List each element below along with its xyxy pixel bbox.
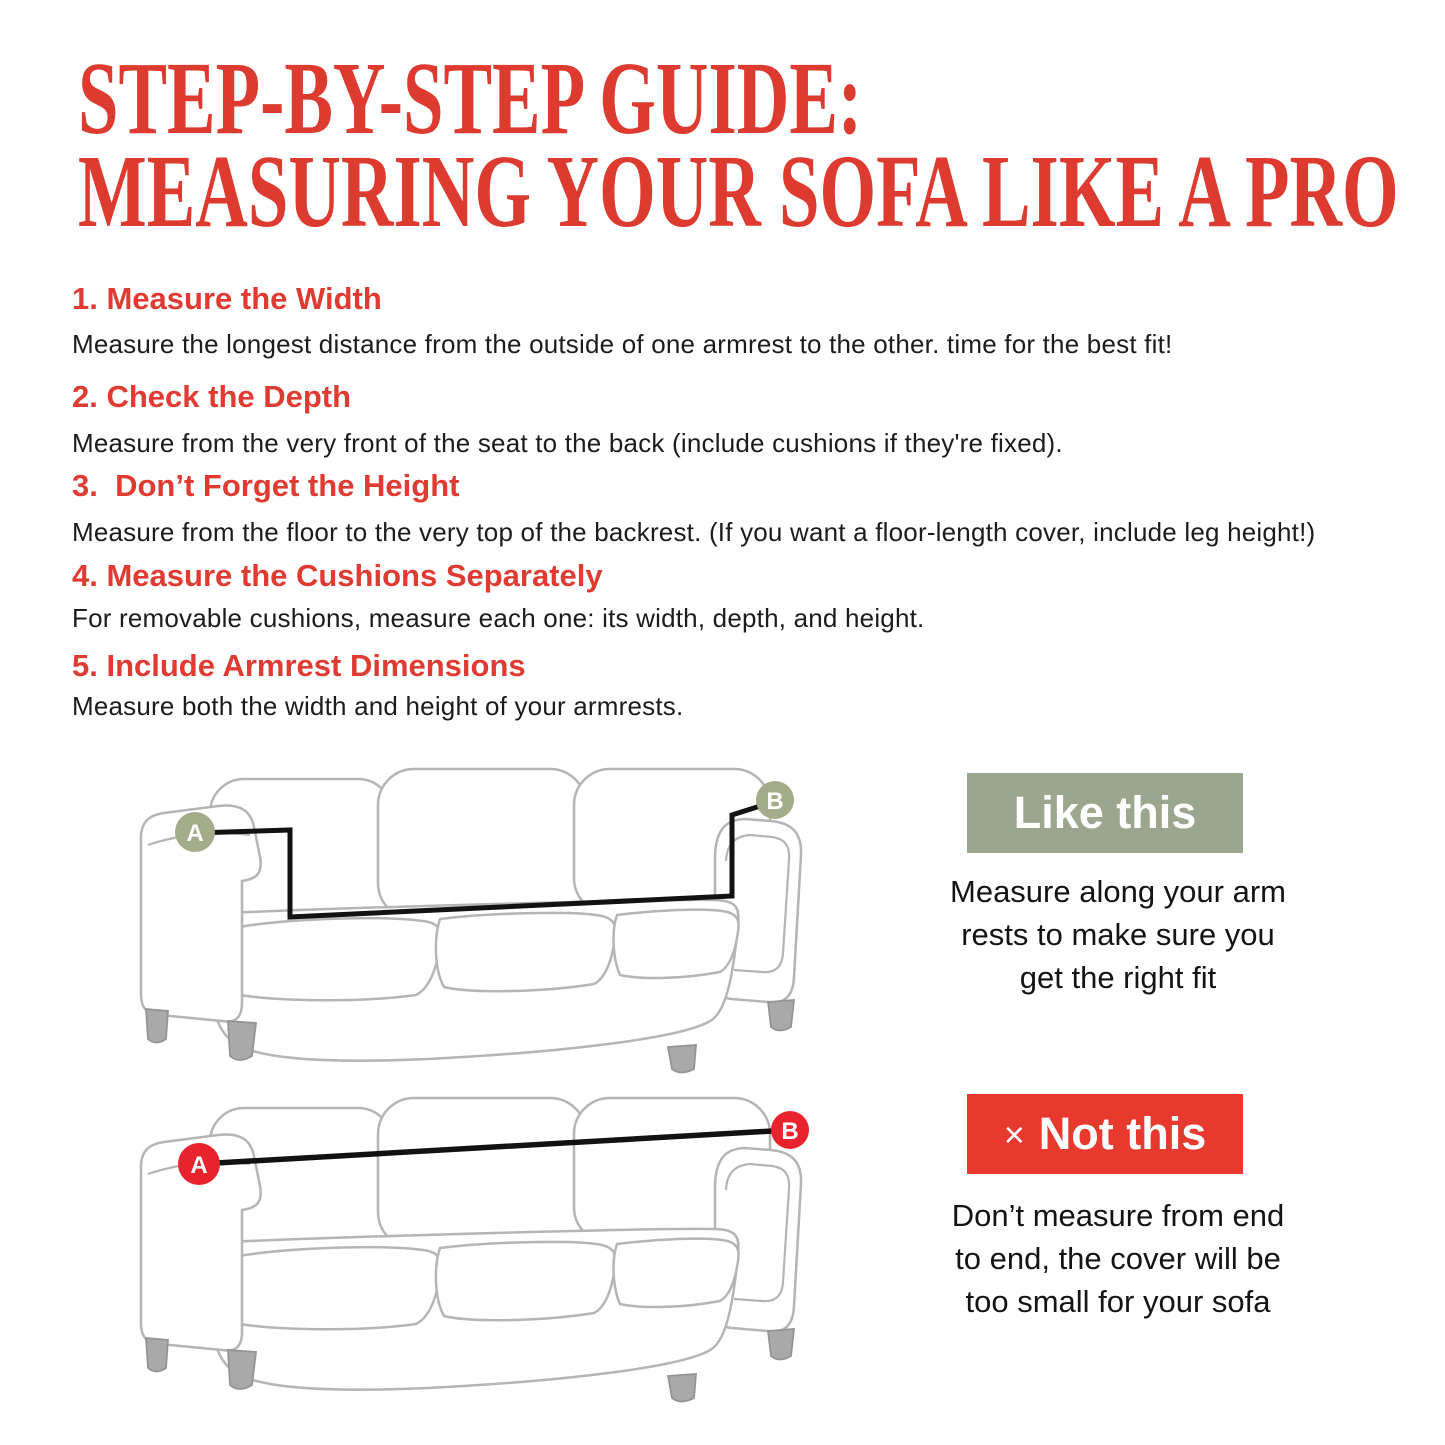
svg-text:A: A <box>190 1152 208 1179</box>
sofa-illustration-correct <box>128 757 823 1077</box>
svg-text:B: B <box>766 788 784 815</box>
seat-cushion <box>436 1242 616 1320</box>
svg-text:B: B <box>781 1118 799 1145</box>
sofa-leg <box>768 1000 794 1031</box>
sofa-leg <box>228 1021 256 1060</box>
seat-cushion <box>436 913 616 991</box>
sofa-leg <box>768 1329 794 1360</box>
marker-a <box>178 1143 220 1185</box>
like-this-description: Measure along your arm rests to make sure you get the right fit <box>950 874 1286 995</box>
step-1-body: Measure the longest distance from the outside of one armrest to the other. time for the best fit! <box>72 329 1173 359</box>
step-5-body: Measure both the width and height of your armrests. <box>72 691 684 721</box>
step-2-body: Measure from the very front of the seat to the back (include cushions if they're fixed). <box>72 428 1063 458</box>
like-this-label: Like this <box>1013 787 1197 838</box>
step-5-heading: 5. Include Armrest Dimensions <box>72 648 526 683</box>
back-cushion <box>378 769 586 919</box>
not-this-description: Don’t measure from end to end, the cover will be too small for your sofa <box>951 1198 1285 1319</box>
sofa-illustration-incorrect <box>128 1086 823 1406</box>
page-title-line1: STEP-BY-STEP GUIDE: <box>78 41 863 156</box>
sofa-leg <box>668 1045 696 1073</box>
sofa-leg <box>228 1350 256 1389</box>
sofa-leg <box>146 1338 168 1372</box>
page-title-line2: MEASURING YOUR SOFA LIKE A PRO <box>78 134 1399 249</box>
page-title <box>78 41 1399 249</box>
sofa-leg <box>668 1374 696 1402</box>
not-this-label: Not this <box>1038 1108 1207 1159</box>
sofa-leg <box>146 1009 168 1043</box>
seat-cushion <box>614 1239 739 1307</box>
like-this-badge <box>967 773 1243 853</box>
marker-b <box>771 1111 809 1149</box>
marker-b <box>756 781 794 819</box>
seat-cushion <box>221 1247 441 1329</box>
seat-cushion <box>614 910 739 978</box>
back-cushion <box>378 1098 586 1248</box>
svg-text:A: A <box>186 820 204 847</box>
step-1-heading: 1. Measure the Width <box>72 281 382 316</box>
x-icon: × <box>1003 1114 1025 1155</box>
not-this-badge <box>967 1094 1243 1174</box>
marker-a <box>175 812 215 852</box>
step-3-body: Measure from the floor to the very top of the backrest. (If you want a floor-length cover, include leg height!) <box>72 517 1316 547</box>
step-2-heading: 2. Check the Depth <box>72 379 352 414</box>
step-4-heading: 4. Measure the Cushions Separately <box>72 558 603 593</box>
seat-cushion <box>221 918 441 1000</box>
step-4-body: For removable cushions, measure each one: its width, depth, and height. <box>72 603 925 633</box>
step-3-heading: 3. Don’t Forget the Height <box>72 468 460 503</box>
